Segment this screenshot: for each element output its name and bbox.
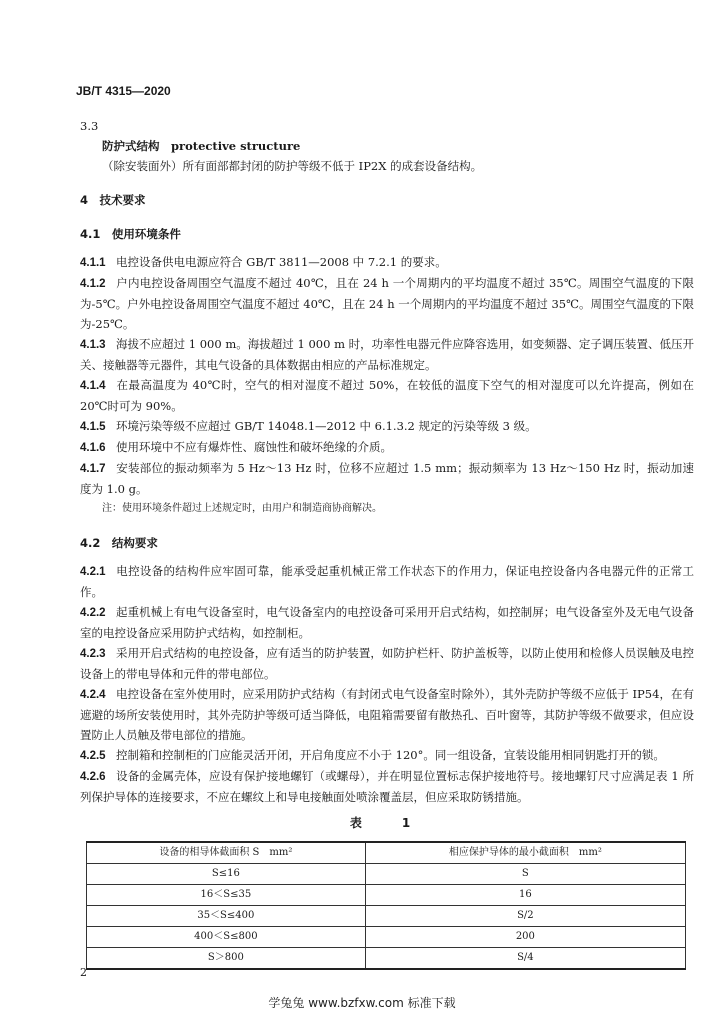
clause-number: 4.1.5 xyxy=(80,421,106,433)
clause-4-1-6 xyxy=(80,437,694,458)
phase-area-cell: 400＜S≤800 xyxy=(87,927,366,948)
clause-4-1-5 xyxy=(80,416,694,437)
clause-number: 4.1.4 xyxy=(80,380,106,392)
clause-number: 4.2.4 xyxy=(80,689,106,701)
table-row xyxy=(87,927,686,948)
clause-4-1-4 xyxy=(80,375,694,416)
clause-4-2-1 xyxy=(80,561,694,602)
protective-area-cell: 16 xyxy=(365,885,685,906)
clause-text: 在最高温度为 40℃时，空气的相对湿度不超过 50%，在较低的温度下空气的相对湿度可以允许提高，例如在 20℃时可为 90%。 xyxy=(80,378,694,413)
section-4-heading: 4 技术要求 xyxy=(80,193,146,207)
clause-number: 4.2.5 xyxy=(80,750,106,762)
table-row xyxy=(87,948,686,970)
clause-number: 4.1.2 xyxy=(80,278,106,290)
clause-text: 户内电控设备周围空气温度不超过 40℃，且在 24 h 一个周期内的平均温度不超过 35℃。周围空气温度的下限为-5℃。户外电控设备周围空气温度不超过 40℃，且在 24 h 一个周期内的平均温度不超过 35℃。周围空气温度的下限为-25℃。 xyxy=(80,276,694,331)
clause-text: 采用开启式结构的电控设备，应有适当的防护装置，如防护栏杆、防护盖板等，以防止使用和检修人员误触及电控设备上的带电导体和元件的带电部位。 xyxy=(80,646,694,681)
section-4-2-heading: 4.2 结构要求 xyxy=(80,536,158,550)
table-row xyxy=(87,885,686,906)
clause-3-3-number: 3.3 xyxy=(80,119,99,133)
clause-list-4-2 xyxy=(80,561,694,807)
table-header-phase-area: 设备的相导体截面积 S mm² xyxy=(87,842,366,864)
section-4-1-heading: 4.1 使用环境条件 xyxy=(80,227,181,241)
footer-watermark: 学兔兔 www.bzfxw.com 标准下载 xyxy=(268,996,456,1010)
phase-area-cell: 35＜S≤400 xyxy=(87,906,366,927)
clause-4-2-5 xyxy=(80,745,694,766)
clause-text: 使用环境中不应有爆炸性、腐蚀性和破坏绝缘的介质。 xyxy=(116,440,392,454)
clause-4-1-1 xyxy=(80,252,694,273)
clause-number: 4.1.1 xyxy=(80,257,106,269)
term-definition: （除安装面外）所有面部都封闭的防护等级不低于 IP2X 的成套设备结构。 xyxy=(102,159,483,173)
clause-text: 起重机械上有电气设备室时，电气设备室内的电控设备可采用开启式结构，如控制屏；电气设备室外及无电气设备室的电控设备应采用防护式结构，如控制柜。 xyxy=(80,605,694,640)
table-caption: 表 1 xyxy=(349,816,425,830)
page-number: 2 xyxy=(80,966,87,979)
clause-number: 4.2.6 xyxy=(80,771,106,783)
clause-number: 4.1.3 xyxy=(80,339,106,351)
protective-area-cell: S/4 xyxy=(365,948,685,970)
phase-area-cell: S＞800 xyxy=(87,948,366,970)
clause-4-2-3 xyxy=(80,643,694,684)
clause-number: 4.1.7 xyxy=(80,463,106,475)
clause-text: 控制箱和控制柜的门应能灵活开闭，开启角度应不小于 120°。同一组设备，宜装设能用相同钥匙打开的锁。 xyxy=(116,748,665,762)
clause-4-1-2 xyxy=(80,273,694,334)
note: 注：使用环境条件超过上述规定时，由用户和制造商协商解决。 xyxy=(102,503,382,514)
clause-number: 4.2.1 xyxy=(80,566,106,578)
clause-4-1-3 xyxy=(80,334,694,375)
clause-4-2-6 xyxy=(80,766,694,807)
phase-area-cell: 16＜S≤35 xyxy=(87,885,366,906)
term-title: 防护式结构 protective structure xyxy=(102,139,301,153)
clause-4-2-4 xyxy=(80,684,694,745)
clause-text: 电控设备供电电源应符合 GB/T 3811—2008 中 7.2.1 的要求。 xyxy=(116,255,447,269)
protective-area-cell: S/2 xyxy=(365,906,685,927)
document-body xyxy=(80,116,694,970)
standard-code: JB/T 4315—2020 xyxy=(76,84,171,98)
table-row xyxy=(87,906,686,927)
clause-number: 4.1.6 xyxy=(80,442,106,454)
clause-text: 安装部位的振动频率为 5 Hz～13 Hz 时，位移不应超过 1.5 mm；振动频率为 13 Hz～150 Hz 时，振动加速度为 1.0 g。 xyxy=(80,461,694,496)
clause-4-2-2 xyxy=(80,602,694,643)
clause-text: 电控设备在室外使用时，应采用防护式结构（有封闭式电气设备室时除外），其外壳防护等级不应低于 IP54，在有遮避的场所安装使用时，其外壳防护等级可适当降低，电阻箱需要留有散热孔、百叶窗等，其防护等级不做要求，但应设置防止人员触及带电部位的措施。 xyxy=(80,687,694,742)
clause-number: 4.2.3 xyxy=(80,648,106,660)
protective-area-cell: 200 xyxy=(365,927,685,948)
clause-4-1-7 xyxy=(80,458,694,499)
clause-text: 环境污染等级不应超过 GB/T 14048.1—2012 中 6.1.3.2 规定的污染等级 3 级。 xyxy=(116,419,537,433)
table-header-protective-area: 相应保护导体的最小截面积 mm² xyxy=(365,842,685,864)
clause-text: 设备的金属壳体，应设有保护接地螺钉（或螺母），并在明显位置标志保护接地符号。接地螺钉尺寸应满足表 1 所列保护导体的连接要求，不应在螺纹上和导电接触面处喷涂覆盖层，但应采取防锈措施。 xyxy=(80,769,694,804)
clause-list-4-1 xyxy=(80,252,694,499)
clause-text: 电控设备的结构件应牢固可靠，能承受起重机械正常工作状态下的作用力，保证电控设备内各电器元件的正常工作。 xyxy=(80,564,694,599)
protective-area-cell: S xyxy=(365,864,685,885)
phase-area-cell: S≤16 xyxy=(87,864,366,885)
table-1 xyxy=(86,841,686,970)
table-row xyxy=(87,864,686,885)
clause-text: 海拔不应超过 1 000 m。海拔超过 1 000 m 时，功率性电器元件应降容选用，如变频器、定子调压装置、低压开关、接触器等元器件，其电气设备的具体数据由相应的产品标准规定。 xyxy=(80,337,694,372)
clause-number: 4.2.2 xyxy=(80,607,106,619)
